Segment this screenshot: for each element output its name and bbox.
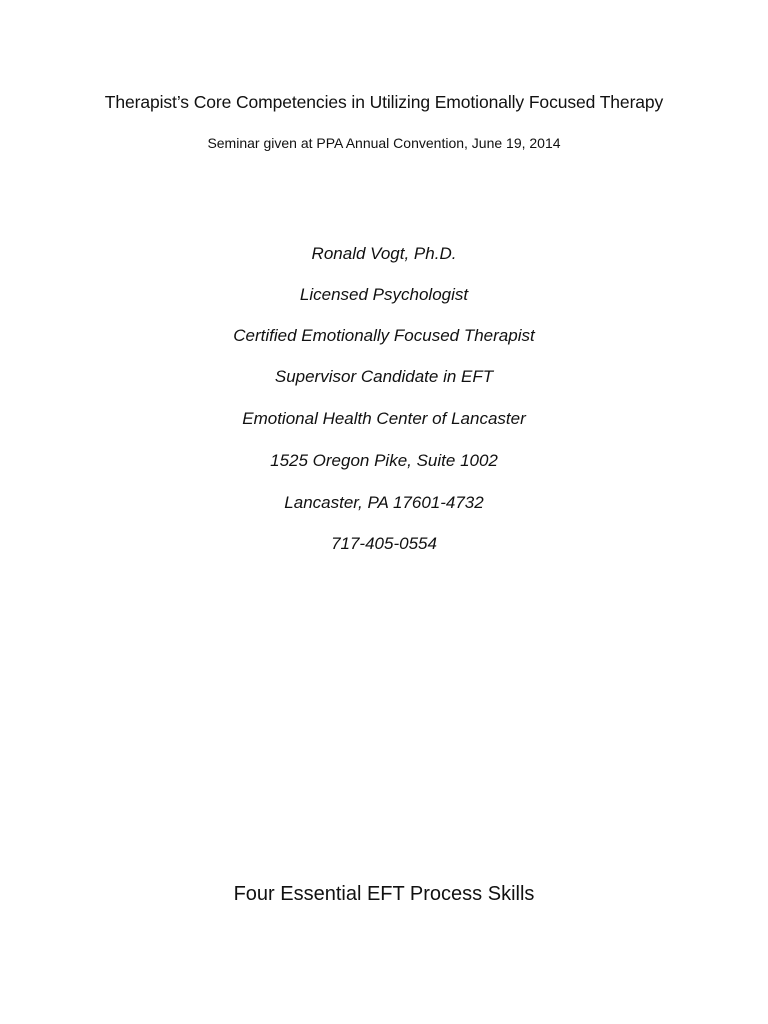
author-phone: 717-405-0554: [331, 534, 437, 553]
author-credential-certified: Certified Emotionally Focused Therapist: [233, 326, 535, 345]
author-credential-supervisor: Supervisor Candidate in EFT: [274, 367, 494, 386]
document-title: Therapist’s Core Competencies in Utilizing Emotionally Focused Therapy: [104, 92, 664, 112]
author-address-street: 1525 Oregon Pike, Suite 1002: [270, 451, 498, 470]
author-address-city: Lancaster, PA 17601-4732: [284, 493, 484, 512]
author-credential-licensed: Licensed Psychologist: [299, 285, 469, 304]
author-name: Ronald Vogt, Ph.D.: [311, 244, 457, 263]
section-heading: Four Essential EFT Process Skills: [233, 883, 535, 905]
document-subtitle: Seminar given at PPA Annual Convention, June 19, 2014: [207, 135, 561, 151]
author-organization: Emotional Health Center of Lancaster: [242, 409, 526, 428]
